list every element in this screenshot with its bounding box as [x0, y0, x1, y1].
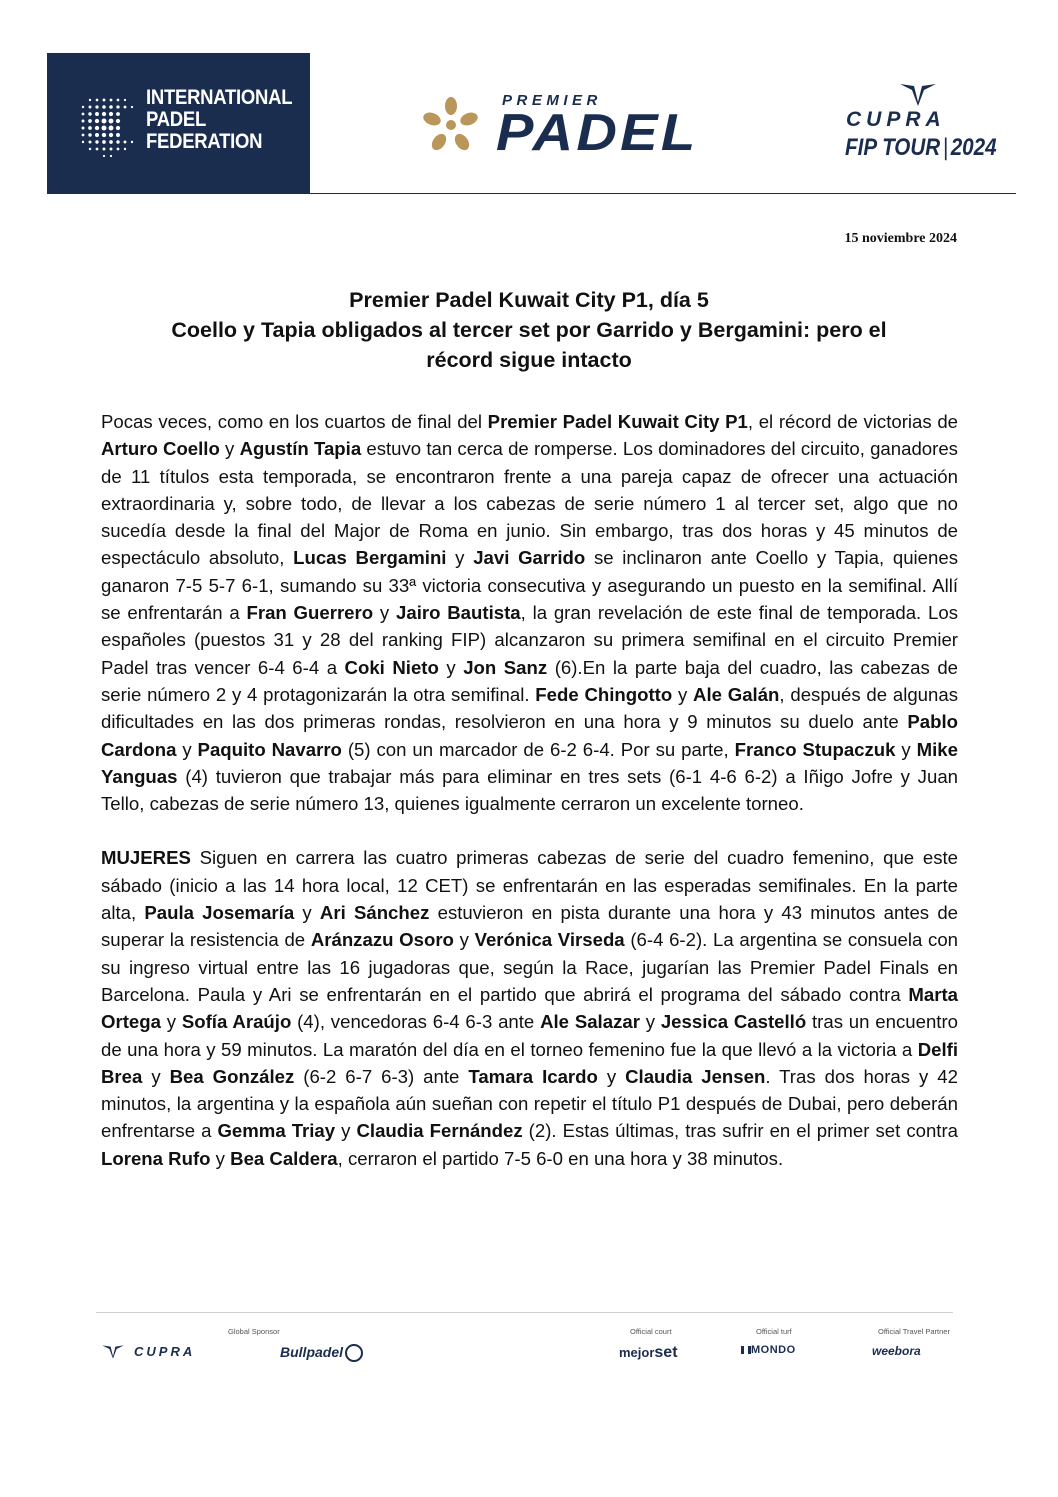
body-text-run: y: [160, 1011, 182, 1033]
bold-name: Marta Ortega: [101, 983, 958, 1033]
bold-name: Claudia Fernández: [356, 1120, 523, 1142]
mejorset-logo-b: set: [654, 1344, 678, 1361]
cupra-wordmark: CUPRA: [846, 108, 946, 131]
cupra-emblem-icon: [898, 82, 938, 108]
press-release-date: 15 noviembre 2024: [844, 231, 957, 246]
mejorset-logo: [619, 1344, 678, 1362]
title-line: Coello y Tapia obligados al tercer set por Garrido y Bergamini: pero el: [171, 318, 887, 342]
fip-logo-block: [47, 53, 310, 194]
title-line: récord sigue intacto: [426, 348, 632, 372]
title-line: Premier Padel Kuwait City P1, día 5: [349, 288, 709, 312]
body-text-run: y: [176, 738, 198, 760]
premier-padel-small-word: PREMIER: [502, 92, 602, 109]
fip-logo-line: PADEL: [146, 107, 207, 131]
body-text-run: . Tras dos horas y 42 minutos, la argentina y la española aún sueñan con repetir el título P1 después de Dubai, pero deberán enfrentarse a: [101, 1065, 958, 1142]
bold-name: Mike Yanguas: [101, 738, 958, 787]
body-text-run: (4) tuvieron que trabajar más para eliminar en tres sets (6-1 4-6 6-2) a Iñigo Jofre y Juan Tello, cabezas de serie número 13, quienes igualmente cerraron un excelente torneo.: [101, 765, 958, 815]
body-text-run: tras un encuentro de una hora y 59 minutos. La maratón del día en el torneo femenino fue la que llevó a la victoria a: [101, 1011, 958, 1060]
bold-name: Ale Salazar: [540, 1011, 640, 1033]
body-text-run: y: [597, 1065, 626, 1087]
bold-name: Verónica Virseda: [474, 929, 625, 951]
bullpadel-logo: [280, 1344, 363, 1362]
body-text-run: y: [453, 929, 475, 951]
mondo-logo-text: MONDO: [751, 1344, 796, 1356]
bold-name: Javi Garrido: [473, 547, 586, 569]
body-text-run: y: [142, 1065, 170, 1087]
body-text-run: , cerraron el partido 7-5 6-0 en una hora y 38 minutos.: [337, 1147, 784, 1169]
bold-name: Sofía Araújo: [181, 1011, 292, 1033]
bold-name: Jairo Bautista: [396, 602, 521, 624]
bold-name: Premier Padel Kuwait City P1: [487, 411, 748, 432]
fip-tour-label: FIP TOUR | 2024: [845, 134, 997, 161]
official-court-label: Official court: [630, 1327, 672, 1336]
article-title: [100, 285, 958, 375]
body-text-run: (4), vencedoras 6-4 6-3 ante: [291, 1011, 541, 1033]
bold-name: Ari Sánchez: [319, 902, 430, 924]
bold-name: Tamara Icardo: [468, 1065, 598, 1087]
footer-divider: [96, 1312, 953, 1313]
body-text-run: y: [373, 602, 397, 624]
bold-name: Lorena Rufo: [101, 1147, 211, 1169]
body-text-run: y: [639, 1011, 661, 1033]
body-text-run: y: [446, 547, 474, 569]
fip-logo-text: [146, 86, 292, 152]
cupra-footer-logo: CUPRA: [134, 1344, 196, 1359]
premier-padel-flower-icon: [416, 92, 486, 158]
travel-partner-label: Official Travel Partner: [878, 1327, 950, 1336]
body-text-run: estuvieron en pista durante una hora y 43 minutos antes de superar la resistencia de: [101, 902, 958, 951]
bold-name: Agustín Tapia: [239, 438, 362, 460]
bold-name: Jessica Castelló: [660, 1011, 807, 1033]
bold-name: MUJERES: [101, 847, 191, 869]
body-text-run: , el récord de victorias de: [747, 411, 958, 432]
bullpadel-circle-icon: [345, 1344, 363, 1362]
article-body: [101, 408, 958, 1199]
fip-logo-line: INTERNATIONAL: [146, 85, 293, 109]
mondo-logo: [741, 1344, 796, 1356]
fip-logo-line: FEDERATION: [146, 129, 263, 153]
body-text-run: y: [219, 438, 240, 460]
header-divider: [310, 193, 1016, 194]
body-paragraph-women: [101, 844, 958, 1172]
bold-name: Bea González: [169, 1065, 295, 1087]
premier-padel-wordmark: PADEL: [496, 104, 699, 162]
bold-name: Paula Josemaría: [144, 902, 295, 924]
bold-name: Franco Stupaczuk: [734, 738, 896, 760]
body-text-run: Pocas veces, como en los cuartos de final del: [101, 411, 488, 432]
body-text-run: y: [672, 683, 694, 705]
body-text-run: y: [335, 1120, 357, 1142]
body-text-run: (6-2 6-7 6-3) ante: [294, 1065, 469, 1087]
body-text-run: (2). Estas últimas, tras sufrir en el primer set contra: [522, 1120, 958, 1142]
body-text-run: y: [294, 902, 320, 924]
bold-name: Jon Sanz: [463, 656, 548, 678]
body-paragraph-men: [101, 408, 958, 817]
bold-name: Paquito Navarro: [197, 738, 342, 760]
bold-name: Coki Nieto: [344, 656, 439, 678]
bullpadel-logo-text: Bullpadel: [280, 1344, 344, 1360]
body-text-run: y: [438, 656, 464, 678]
mondo-bars-icon: [741, 1346, 751, 1354]
official-turf-label: Official turf: [756, 1327, 792, 1336]
body-text-run: estuvo tan cerca de romperse. Los dominadores del circuito, ganadores de 11 títulos esta temporada, se encontraron frente a una pareja capaz de ofrecer una actuación extraordinaria y, sobre todo, de llevar a los cabezas de serie número 1 al tercer set, algo que no sucedía desde la final del Major de Roma en junio. Sin embargo, tras dos horas y 45 minutos de espectáculo absoluto,: [101, 438, 958, 569]
bold-name: Claudia Jensen: [625, 1065, 766, 1087]
bold-name: Delfi Brea: [101, 1038, 958, 1087]
bold-name: Bea Caldera: [230, 1147, 338, 1169]
bold-name: Arturo Coello: [101, 438, 220, 460]
mejorset-logo-a: mejor: [619, 1345, 655, 1360]
bold-name: Aránzazu Osoro: [310, 929, 454, 951]
body-text-run: se inclinaron ante Coello y Tapia, quienes ganaron 7-5 5-7 6-1, sumando su 33ª victoria consecutiva y asegurando un puesto en la semifinal. Allí se enfrentarán a: [101, 547, 958, 624]
body-text-run: (6).En la parte baja del cuadro, las cabezas de serie número 2 y 4 protagonizarán la otra semifinal.: [101, 656, 958, 705]
bold-name: Pablo Cardona: [101, 711, 958, 760]
body-text-run: y: [895, 738, 917, 760]
cupra-footer-emblem-icon: [101, 1344, 125, 1360]
bold-name: Lucas Bergamini: [293, 547, 447, 569]
body-text-run: Siguen en carrera las cuatro primeras cabezas de serie del cuadro femenino, que este sábado (inicio a las 14 hora local, 12 CET) se enfrentarán en las esperadas semifinales. En la parte alta,: [101, 847, 958, 924]
body-text-run: (6-4 6-2). La argentina se consuela con su ingreso virtual entre las 16 jugadoras que, según la Race, jugarían las Premier Padel Finals en Barcelona. Paula y Ari se enfrentarán en el partido que abrirá el programa del sábado contra: [101, 929, 959, 1005]
bold-name: Fran Guerrero: [246, 602, 374, 624]
fip-ball-dots-icon: [77, 90, 137, 160]
bold-name: Gemma Triay: [217, 1120, 336, 1142]
body-text-run: , después de algunas dificultades en las dos primeras rondas, resolvieron en una hora y 9 minutos su duelo ante: [101, 683, 958, 733]
global-sponsor-label: Global Sponsor: [228, 1327, 280, 1336]
body-text-run: , la gran revelación de este final de temporada. Los españoles (puestos 31 y 28 del ranking FIP) alcanzaron su primera semifinal en el circuito Premier Padel tras vencer 6-4 6-4 a: [101, 602, 958, 678]
bold-name: Ale Galán: [693, 683, 780, 705]
body-text-run: y: [210, 1147, 231, 1169]
fip-tour-text: FIP TOUR: [845, 134, 941, 161]
weebora-logo: weebora: [872, 1344, 921, 1358]
fip-tour-year: 2024: [950, 134, 997, 161]
body-text-run: (5) con un marcador de 6-2 6-4. Por su parte,: [341, 738, 735, 760]
bold-name: Fede Chingotto: [535, 683, 673, 705]
